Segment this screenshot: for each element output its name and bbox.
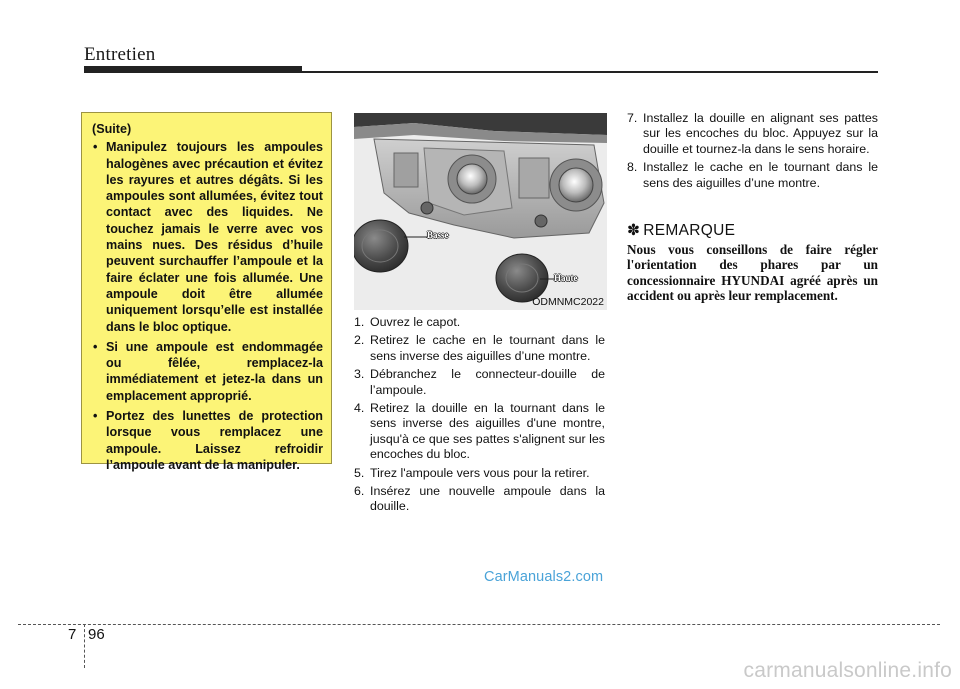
- carmanuals-watermark-link[interactable]: CarManuals2.com: [484, 569, 604, 585]
- figure-code: ODMNMC2022: [532, 296, 604, 308]
- step-number: 2.: [354, 333, 365, 348]
- steps-column-1: [354, 315, 605, 518]
- step-text: Tirez l'ampoule vers vous pour la retirer.: [370, 465, 590, 480]
- caution-list: [92, 139, 323, 473]
- caution-item: • Manipulez toujours les ampoules halogènes avec précaution et évitez les rayures et autres dégâts. Si les ampoules sont allumées, évitez tout contact avec des liquides. Ne touchez jamais le verre avec vos mains nues. Des résidus d’huile peuvent surchauffer l’ampoule et la faire éclater une fois allumée. Une ampoule doit être allumée uniquement lorsqu’elle est installée dans le bloc optique.: [92, 139, 323, 335]
- step-item: [627, 160, 878, 191]
- step-item: [354, 333, 605, 364]
- figure-label-high: Haute: [554, 273, 578, 283]
- caution-item: • Si une ampoule est endommagée ou fêlée, remplacez-la immédiatement et jetez-la dans un emplacement approprié.: [92, 339, 323, 404]
- footer-divider: [18, 624, 940, 625]
- site-watermark: carmanualsonline.info: [743, 659, 952, 682]
- steps-column-2: [627, 111, 878, 194]
- page-number: 96: [88, 626, 105, 643]
- step-item: [354, 315, 605, 330]
- caution-suite-label: (Suite): [92, 122, 132, 136]
- remarque-title: REMARQUE: [643, 222, 736, 239]
- headlamp-illustration: [354, 113, 607, 310]
- step-item: [354, 367, 605, 398]
- step-number: 7.: [627, 111, 638, 125]
- caution-box: [81, 112, 332, 472]
- step-text: Installez le cache en le tournant dans le sens des aiguilles d’une montre.: [643, 160, 878, 190]
- remarque-heading: [627, 221, 735, 240]
- page-title: Entretien: [84, 44, 156, 65]
- chapter-number: 7: [68, 626, 77, 643]
- asterism-icon: ✽: [627, 222, 641, 239]
- step-item: [627, 111, 878, 157]
- footer-vertical-divider: [84, 624, 85, 668]
- figure-label-low: Basse: [427, 230, 449, 240]
- step-text: Installez la douille en alignant ses pattes sur les encoches du bloc. Appuyez sur la douille et tournez-la dans le sens horaire.: [643, 111, 878, 156]
- step-item: [354, 466, 605, 481]
- step-item: [354, 484, 605, 515]
- header-rule: [84, 71, 878, 73]
- caution-item: • Portez des lunettes de protection lorsque vous remplacez une ampoule. Laissez refroidir l’ampoule avant de la manipuler.: [92, 408, 323, 473]
- step-item: [354, 401, 605, 463]
- step-text: Retirez le cache en le tournant dans le sens inverse des aiguilles d’une montre.: [370, 333, 605, 363]
- step-number: 8.: [627, 160, 638, 175]
- remarque-text: Nous vous conseillons de faire régler l'orientation des phares par un concessionnaire HYUNDAI agréé après un accident ou après leur remplacement.: [627, 242, 878, 304]
- step-text: Débranchez le connecteur-douille de l’ampoule.: [370, 367, 605, 397]
- step-number: 5.: [354, 465, 365, 480]
- step-number: 4.: [354, 401, 365, 416]
- step-number: 6.: [354, 484, 365, 499]
- step-number: 3.: [354, 367, 365, 382]
- step-number: 1.: [354, 315, 365, 329]
- step-text: Ouvrez le capot.: [370, 315, 461, 329]
- step-text: Insérez une nouvelle ampoule dans la douille.: [370, 484, 605, 514]
- step-text: Retirez la douille en la tournant dans le sens inverse des aiguilles d'une montre, jusqu'à ce que ses pattes s'alignent sur les encoches du bloc.: [370, 401, 605, 462]
